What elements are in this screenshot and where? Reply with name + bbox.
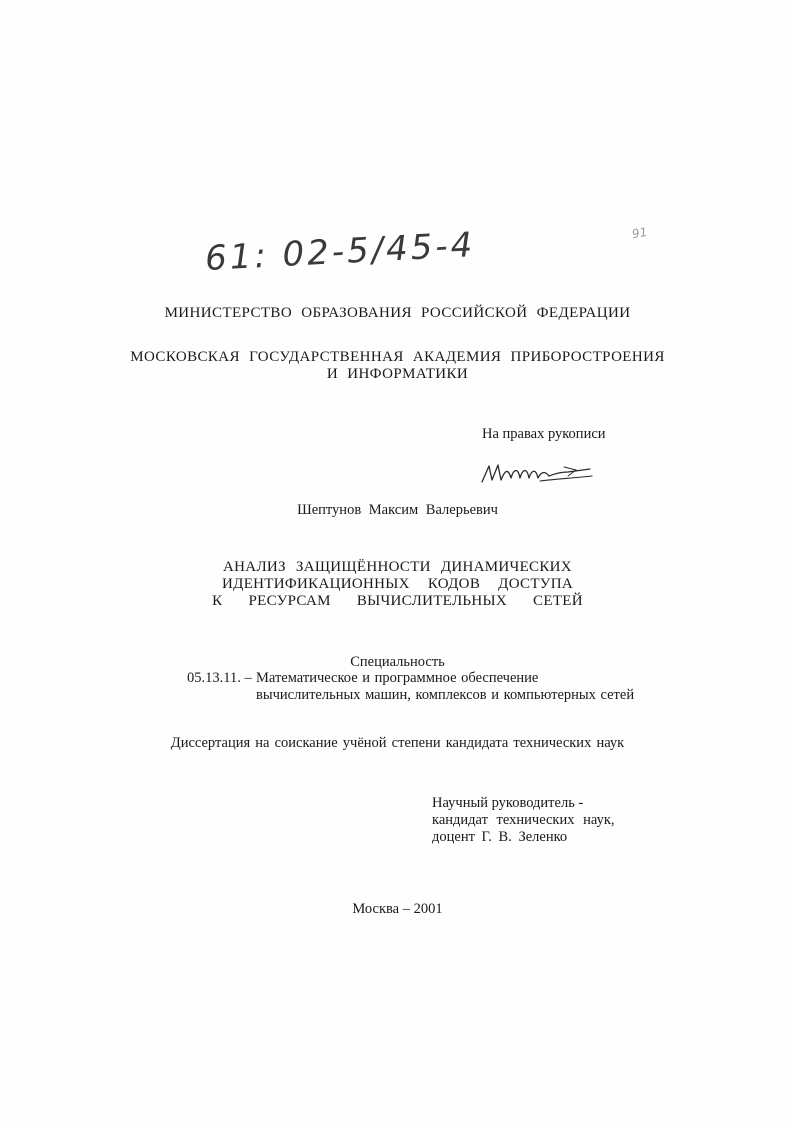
ministry-heading: МИНИСТЕРСТВО ОБРАЗОВАНИЯ РОССИЙСКОЙ ФЕДЕРАЦИИ [164, 305, 631, 321]
handwritten-catalog-code: 61: 02-5/45-4 [204, 224, 477, 280]
academy-name-line-1: МОСКОВСКАЯ ГОСУДАРСТВЕННАЯ АКАДЕМИЯ ПРИБОРОСТРОЕНИЯ [130, 349, 665, 365]
supervisor-line-1: Научный руководитель - [432, 795, 584, 811]
supervisor-line-3: доцент Г. В. Зеленко [432, 829, 568, 845]
specialty-heading: Специальность [350, 654, 445, 670]
thesis-title-line-3: К РЕСУРСАМ ВЫЧИСЛИТЕЛЬНЫХ СЕТЕЙ [212, 593, 583, 609]
specialty-description-line-2: вычислительных машин, комплексов и компьютерных сетей [256, 687, 635, 703]
thesis-title-line-2: ИДЕНТИФИКАЦИОННЫХ КОДОВ ДОСТУПА [222, 576, 573, 592]
handwritten-signature [478, 456, 596, 490]
dissertation-statement: Диссертация на соискание учёной степени кандидата технических наук [170, 735, 625, 751]
supervisor-line-2: кандидат технических наук, [432, 812, 615, 828]
academy-name-line-2: И ИНФОРМАТИКИ [326, 366, 469, 382]
thesis-title-line-1: АНАЛИЗ ЗАЩИЩЁННОСТИ ДИНАМИЧЕСКИХ [223, 559, 572, 575]
manuscript-rights-note: На правах рукописи [482, 426, 606, 442]
author-name: Шептунов Максим Валерьевич [297, 502, 498, 518]
specialty-code: 05.13.11. – [187, 670, 252, 686]
corner-pencil-mark: 91 [630, 224, 649, 242]
city-year: Москва – 2001 [352, 901, 443, 917]
specialty-description-line-1: Математическое и программное обеспечение [256, 670, 539, 686]
